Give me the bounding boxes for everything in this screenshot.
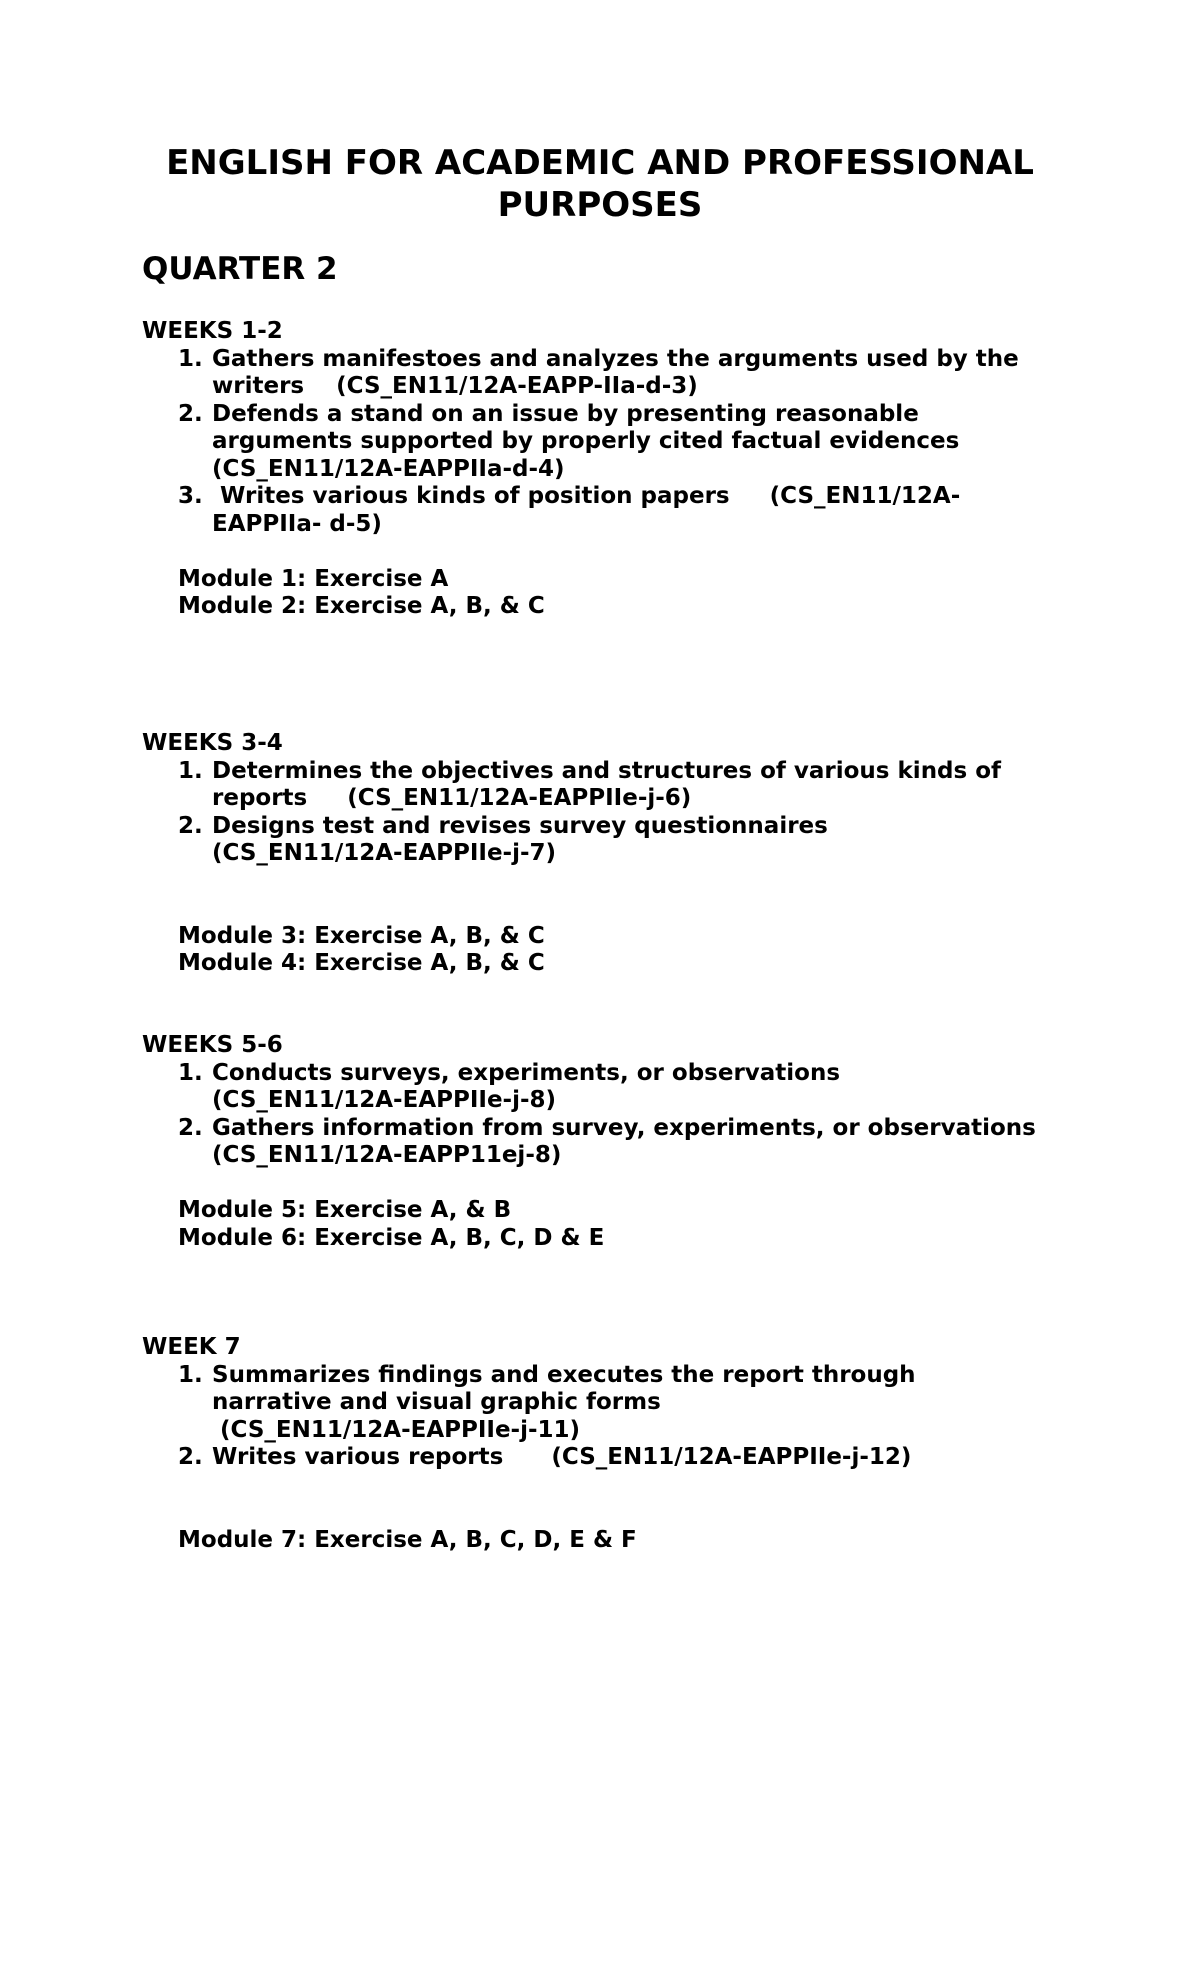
objective-text-line: Determines the objectives and structures of various kinds of: [212, 757, 1002, 784]
module-list: [142, 1527, 1200, 1555]
module-list: [142, 923, 1200, 978]
objective-number: 2.: [178, 400, 203, 427]
objective-item: [142, 483, 1200, 538]
objective-item: [142, 813, 1200, 868]
objective-text-line: arguments supported by properly cited factual evidences: [212, 428, 960, 454]
objective-text-line: Gathers information from survey, experiments, or observations: [212, 1114, 1036, 1141]
objective-text-line: reports (CS_EN11/12A-EAPPIIe-j-6): [212, 785, 692, 811]
module-item: Module 5: Exercise A, & B: [178, 1197, 512, 1223]
objective-text-line: (CS_EN11/12A-EAPPIIe-j-8): [212, 1087, 557, 1113]
objective-text-line: Writes various reports (CS_EN11/12A-EAPPIIe-j-12): [212, 1444, 912, 1470]
objective-item: [142, 1115, 1200, 1170]
objective-text-line: Summarizes findings and executes the report through: [212, 1361, 916, 1388]
objective-number: 1.: [178, 1361, 203, 1388]
week-section-1-2: [142, 318, 1200, 621]
objective-text-line: Writes various kinds of position papers (CS_EN11/12A-: [212, 483, 961, 509]
module-item: Module 2: Exercise A, B, & C: [178, 593, 545, 619]
objective-item: [142, 346, 1200, 401]
objective-item: [142, 1444, 1200, 1472]
objective-text-line: Conducts surveys, experiments, or observations: [212, 1059, 841, 1086]
week-heading: WEEKS 5-6: [142, 1032, 283, 1058]
objective-number: 3.: [178, 483, 203, 509]
objective-number: 2.: [178, 1114, 203, 1141]
objective-item: [142, 1362, 1200, 1445]
module-item: Module 7: Exercise A, B, C, D, E & F: [178, 1526, 637, 1553]
objective-item: [142, 1060, 1200, 1115]
module-list: [142, 566, 1200, 621]
week-heading: WEEKS 1-2: [142, 318, 283, 344]
document-title: [120, 142, 1080, 226]
title-line-2: PURPOSES: [497, 185, 703, 225]
objective-text-line: (CS_EN11/12A-EAPPIIa-d-4): [212, 455, 565, 482]
week-section-7: [142, 1334, 1200, 1554]
title-line-1: ENGLISH FOR ACADEMIC AND PROFESSIONAL: [166, 143, 1034, 183]
objective-item: [142, 401, 1200, 484]
objective-text-line: writers (CS_EN11/12A-EAPP-IIa-d-3): [212, 373, 698, 399]
quarter-heading: QUARTER 2: [142, 251, 338, 287]
objective-number: 1.: [178, 345, 203, 372]
objective-text-line: Gathers manifestoes and analyzes the arguments used by the: [212, 345, 1019, 372]
module-list: [142, 1197, 1200, 1252]
week-heading: WEEKS 3-4: [142, 730, 283, 756]
objective-text-line: EAPPIIa- d-5): [212, 510, 382, 537]
week-section-5-6: [142, 1032, 1200, 1252]
objective-text-line: Defends a stand on an issue by presenting reasonable: [212, 400, 919, 427]
module-item: Module 6: Exercise A, B, C, D & E: [178, 1224, 605, 1251]
objective-number: 2.: [178, 812, 203, 839]
objective-text-line: Designs test and revises survey questionnaires: [212, 812, 828, 839]
objective-number: 1.: [178, 757, 203, 784]
module-item: Module 4: Exercise A, B, & C: [178, 950, 545, 976]
objective-item: [142, 758, 1200, 813]
module-item: Module 3: Exercise A, B, & C: [178, 922, 545, 949]
week-section-3-4: [142, 730, 1200, 978]
objective-number: 1.: [178, 1059, 203, 1086]
module-item: Module 1: Exercise A: [178, 565, 449, 592]
objective-text-line: (CS_EN11/12A-EAPPIIe-j-11): [212, 1416, 581, 1443]
objective-number: 2.: [178, 1444, 203, 1470]
objective-text-line: (CS_EN11/12A-EAPPIIe-j-7): [212, 840, 557, 866]
week-heading: WEEK 7: [142, 1334, 241, 1360]
objective-text-line: narrative and visual graphic forms: [212, 1389, 661, 1415]
objective-text-line: (CS_EN11/12A-EAPP11ej-8): [212, 1142, 562, 1168]
